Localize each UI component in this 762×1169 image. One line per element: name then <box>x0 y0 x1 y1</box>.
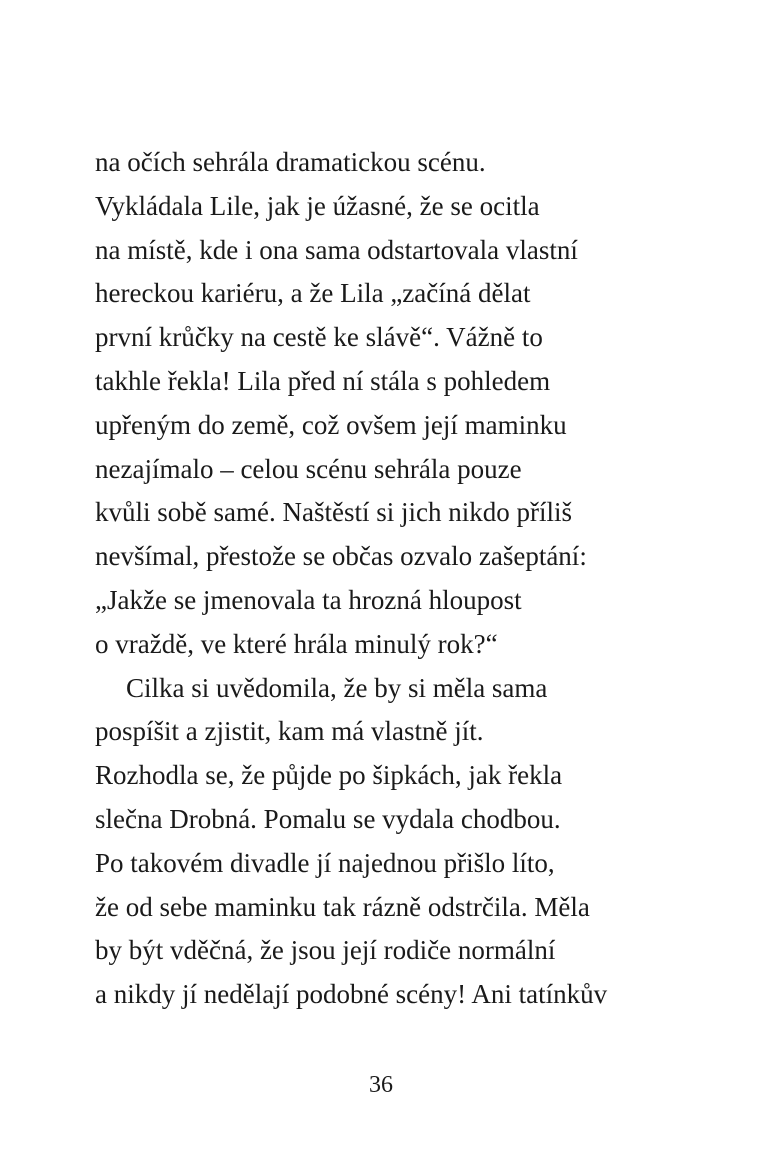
text-line: nezajímalo – celou scénu sehrála pouze <box>95 453 522 484</box>
text-line: a nikdy jí nedělají podobné scény! Ani tatínkův <box>95 979 608 1010</box>
text-line: hereckou kariéru, a že Lila „začíná dělat <box>95 278 531 309</box>
text-line: že od sebe maminku tak rázně odstrčila. Měla <box>95 891 590 922</box>
text-line: o vraždě, ve které hrála minulý rok?“ <box>95 628 498 659</box>
text-line: takhle řekla! Lila před ní stála s pohledem <box>95 365 551 396</box>
text-line: první krůčky na cestě ke slávě“. Vážně to <box>95 322 543 353</box>
paragraph-start-line: Cilka si uvědomila, že by si měla sama <box>126 672 548 703</box>
text-line: nevšímal, přestože se občas ozvalo zašeptání: <box>95 541 587 572</box>
text-line: upřeným do země, což ovšem její maminku <box>95 409 567 440</box>
text-line: Rozhodla se, že půjde po šipkách, jak řekla <box>95 760 563 791</box>
text-line: na očích sehrála dramatickou scénu. <box>95 147 486 177</box>
text-line: pospíšit a zjistit, kam má vlastně jít. <box>95 716 484 747</box>
text-line: by být vděčná, že jsou její rodiče normální <box>95 935 556 966</box>
body-text <box>95 141 735 1017</box>
text-line: kvůli sobě samé. Naštěstí si jich nikdo příliš <box>95 497 572 528</box>
text-line: „Jakže se jmenovala ta hrozná hloupost <box>95 584 522 615</box>
page-number: 36 <box>369 1072 393 1098</box>
text-line: Vykládala Lile, jak je úžasné, že se ocitla <box>95 190 540 221</box>
text-line: Po takovém divadle jí najednou přišlo líto, <box>95 847 555 878</box>
text-line: slečna Drobná. Pomalu se vydala chodbou. <box>95 803 561 834</box>
text-line: na místě, kde i ona sama odstartovala vlastní <box>95 234 578 265</box>
